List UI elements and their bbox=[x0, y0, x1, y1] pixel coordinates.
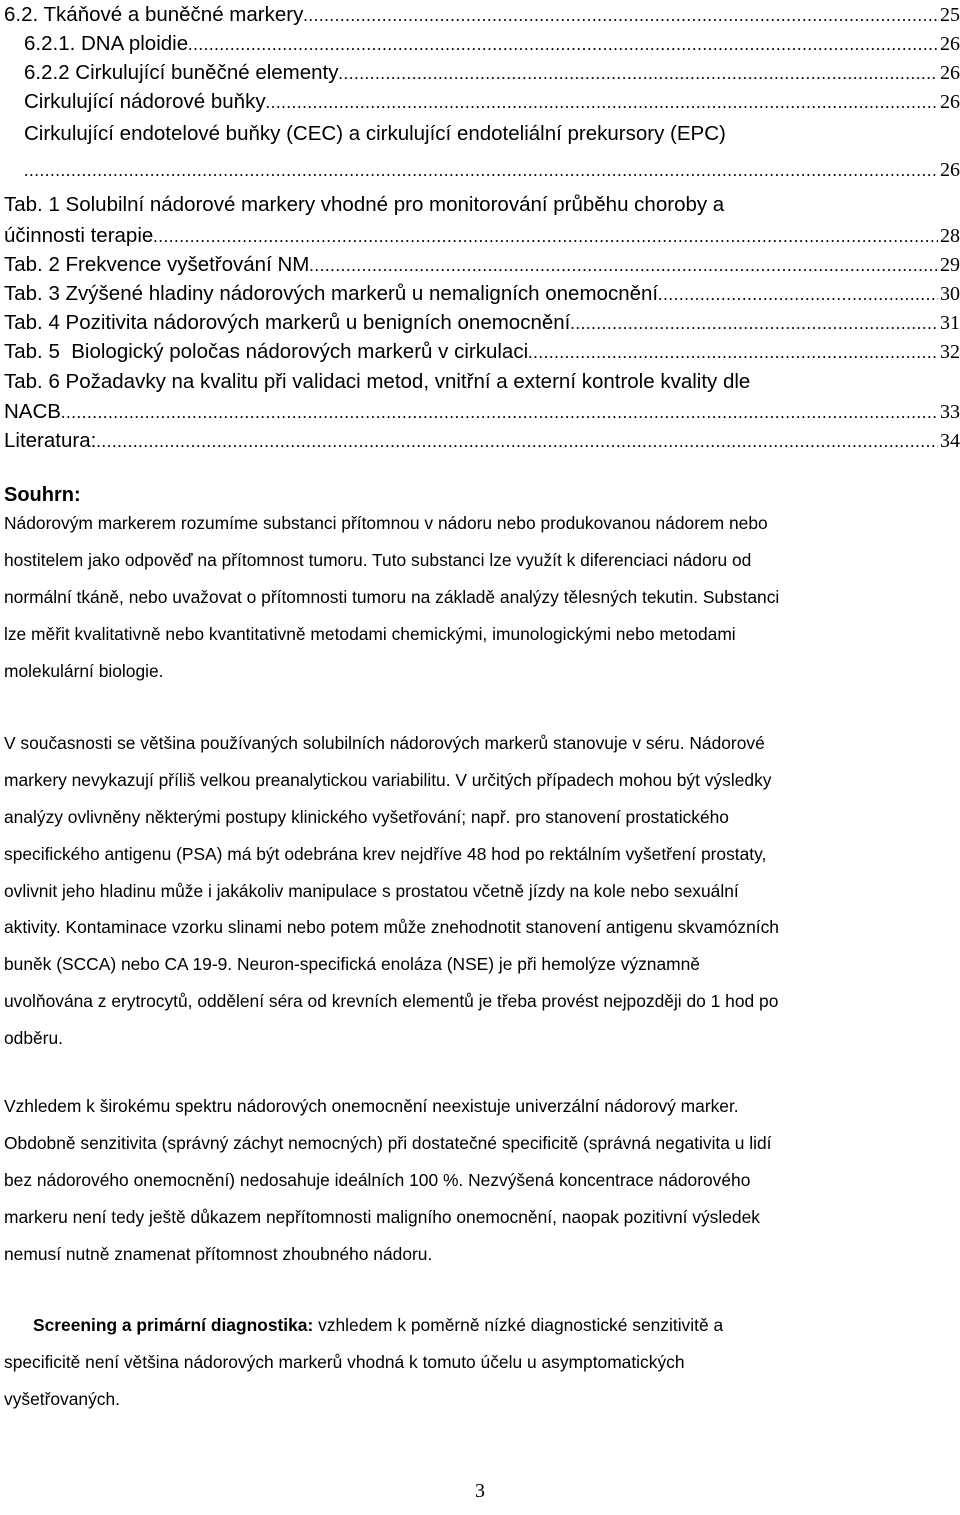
toc-entry-title-cont: účinnosti terapie bbox=[4, 224, 154, 247]
paragraph-line: markeru není tedy ještě důkazem nepřítomnosti maligního onemocnění, naopak pozitivní výsledek bbox=[4, 1206, 760, 1227]
paragraph-line: Vzhledem k širokému spektru nádorových onemocnění neexistuje univerzální nádorový marker. bbox=[4, 1096, 739, 1116]
summary-heading: Souhrn: bbox=[4, 484, 81, 506]
toc-entry-title: Tab. 5 Biologický poločas nádorových markerů v cirkulaci bbox=[4, 340, 529, 363]
toc-page-number: 33 bbox=[940, 401, 960, 423]
paragraph-line: aktivity. Kontaminace vzorku slinami nebo potem může znehodnotit stanovení antigenu skvamózních bbox=[4, 917, 779, 938]
paragraph-line: V současnosti se většina používaných solubilních nádorových markerů stanovuje v séru. Nádorové bbox=[4, 733, 765, 753]
toc-entry[interactable] bbox=[4, 29, 960, 58]
toc-entry-title: 6.2.2 Cirkulující buněčné elementy bbox=[24, 61, 339, 84]
toc-entry[interactable] bbox=[4, 58, 960, 87]
screening-lead-rest: vzhledem k poměrně nízké diagnostické senzitivitě a bbox=[313, 1315, 724, 1335]
toc-entry-title: Cirkulující nádorové buňky bbox=[24, 90, 266, 113]
toc-entry-title: Tab. 6 Požadavky na kvalitu při validaci metod, vnitřní a externí kontrole kvality dle bbox=[4, 370, 751, 393]
paragraph-line: specificitě není většina nádorových markerů vhodná k tomuto účelu u asymptomatických bbox=[4, 1351, 685, 1372]
screening-lead: Screening a primární diagnostika: bbox=[33, 1315, 314, 1335]
toc-leader-dots bbox=[24, 153, 938, 188]
toc-leader-dots bbox=[570, 309, 938, 337]
toc-entry[interactable] bbox=[4, 250, 960, 279]
toc-entry[interactable] bbox=[4, 337, 960, 366]
paragraph-line: Obdobně senzitivita (správný záchyt nemocných) při dostatečné specificitě (správná negativita u lidí bbox=[4, 1132, 772, 1153]
toc-page-number: 26 bbox=[940, 62, 960, 84]
paragraph-line: markery nevykazují příliš velkou preanalytickou variabilitu. V určitých případech mohou být výsledky bbox=[4, 769, 772, 790]
toc-entry-title: Tab. 3 Zvýšené hladiny nádorových markerů u nemaligních onemocnění bbox=[4, 282, 659, 305]
toc-page-number: 28 bbox=[940, 225, 960, 247]
paragraph-line: hostitelem jako odpověď na přítomnost tumoru. Tuto substanci lze využít k diferenciaci nádoru od bbox=[4, 549, 752, 570]
toc-entry-title: Tab. 2 Frekvence vyšetřování NM bbox=[4, 253, 310, 276]
toc-page-number: 26 bbox=[940, 33, 960, 55]
toc-entry-continuation[interactable] bbox=[4, 397, 960, 426]
paragraph-line: specifického antigenu (PSA) má být odebrána krev nejdříve 48 hod po rektálním vyšetření prostaty, bbox=[4, 843, 767, 864]
toc-entry[interactable] bbox=[4, 279, 960, 308]
toc-leader-dots bbox=[303, 1, 938, 29]
toc-page-number: 26 bbox=[940, 91, 960, 113]
toc-entry[interactable] bbox=[4, 87, 960, 116]
paragraph-line: odběru. bbox=[4, 1028, 63, 1049]
toc-page-number: 29 bbox=[940, 254, 960, 276]
toc-entry-title: 6.2. Tkáňové a buněčné markery bbox=[4, 3, 304, 26]
page-number: 3 bbox=[475, 1480, 485, 1502]
toc-page-number: 25 bbox=[940, 4, 960, 26]
toc-entry-continuation[interactable] bbox=[4, 152, 960, 188]
paragraph-line: analýzy ovlivněny některými postupy klinického vyšetřování; např. pro stanovení prostatického bbox=[4, 806, 729, 827]
toc-leader-dots bbox=[266, 88, 938, 116]
toc-page-number: 31 bbox=[940, 312, 960, 334]
toc-page-number: 30 bbox=[940, 283, 960, 305]
paragraph-line: buněk (SCCA) nebo CA 19-9. Neuron-specifická enoláza (NSE) je při hemolýze významně bbox=[4, 954, 700, 975]
paragraph-line: nemusí nutně znamenat přítomnost zhoubného nádoru. bbox=[4, 1243, 433, 1264]
toc-entry[interactable] bbox=[4, 366, 960, 397]
toc-entry-title-cont: NACB bbox=[4, 400, 61, 423]
paragraph-line: vyšetřovaných. bbox=[4, 1388, 120, 1409]
paragraph-line: lze měřit kvalitativně nebo kvantitativně metodami chemickými, imunologickými nebo metodami bbox=[4, 623, 736, 644]
toc-entry[interactable] bbox=[4, 0, 960, 29]
toc-entry-title: Tab. 1 Solubilní nádorové markery vhodné pro monitorování průběhu choroby a bbox=[4, 193, 725, 216]
paragraph-line: bez nádorového onemocnění) nedosahuje ideálních 100 %. Nezvýšená koncentrace nádorového bbox=[4, 1169, 751, 1190]
paragraph-line: ovlivnit jeho hladinu může i jakákoliv manipulace s prostatou včetně jízdy na kole nebo sexuální bbox=[4, 880, 739, 901]
toc-leader-dots bbox=[309, 251, 938, 279]
paragraph-line: Nádorovým markerem rozumíme substanci přítomnou v nádoru nebo produkovanou nádorem nebo bbox=[4, 513, 768, 533]
paragraph-line: normální tkáně, nebo uvažovat o přítomnosti tumoru na základě analýzy tělesných tekutin. Substanci bbox=[4, 586, 780, 607]
summary-paragraph-2 bbox=[4, 725, 944, 1057]
toc-entry[interactable] bbox=[4, 116, 960, 152]
paragraph-line bbox=[4, 1307, 944, 1344]
toc-leader-dots bbox=[339, 59, 938, 87]
toc-entry[interactable] bbox=[4, 308, 960, 337]
toc-leader-dots bbox=[658, 280, 938, 308]
summary-paragraph-3 bbox=[4, 1088, 944, 1272]
paragraph-line: uvolňována z erytrocytů, oddělení séra od krevních elementů je třeba provést nejpozději do 1 hod po bbox=[4, 991, 779, 1012]
screening-paragraph bbox=[4, 1307, 944, 1418]
toc-leader-dots bbox=[96, 427, 938, 455]
summary-paragraph-1 bbox=[4, 505, 944, 689]
toc-entry-title: Literatura: bbox=[4, 429, 97, 452]
toc-entry-title: 6.2.1. DNA ploidie bbox=[24, 32, 189, 55]
toc-entry-title: Cirkulující endotelové buňky (CEC) a cirkulující endoteliální prekursory (EPC) bbox=[24, 122, 726, 145]
toc-page-number: 32 bbox=[940, 341, 960, 363]
toc-leader-dots bbox=[153, 222, 938, 250]
toc-entry[interactable] bbox=[4, 426, 960, 455]
table-of-contents bbox=[4, 0, 960, 455]
toc-entry-title: Tab. 4 Pozitivita nádorových markerů u benigních onemocnění bbox=[4, 311, 571, 334]
toc-page-number: 26 bbox=[940, 159, 960, 181]
toc-leader-dots bbox=[61, 398, 938, 426]
toc-leader-dots bbox=[528, 338, 938, 366]
paragraph-line: molekulární biologie. bbox=[4, 660, 164, 681]
toc-entry[interactable] bbox=[4, 188, 960, 221]
toc-entry-continuation[interactable] bbox=[4, 221, 960, 250]
toc-leader-dots bbox=[188, 30, 938, 58]
toc-page-number: 34 bbox=[940, 430, 960, 452]
